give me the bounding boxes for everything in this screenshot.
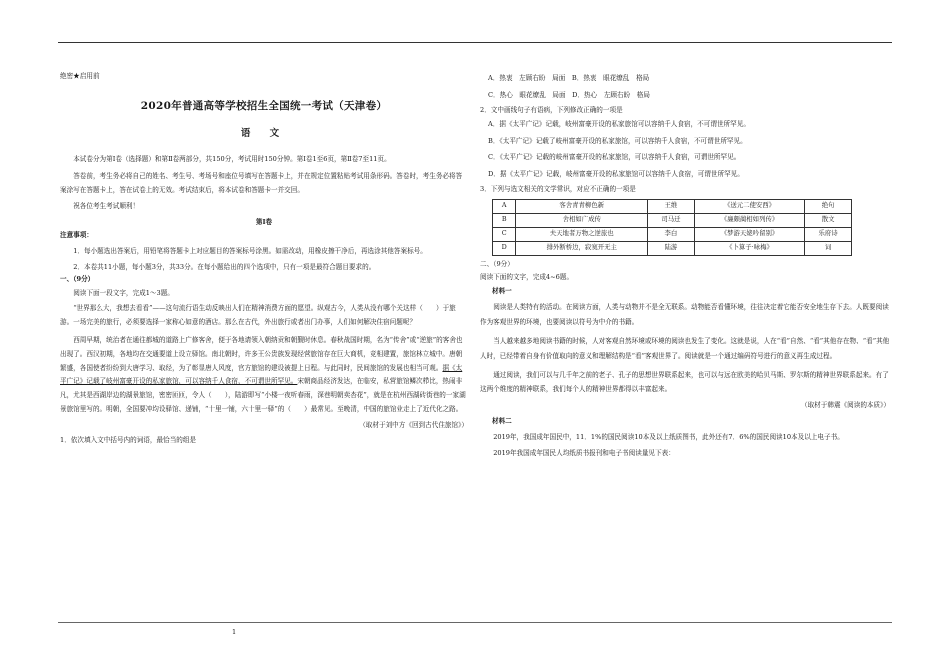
q1-option-row-cd: C．热心 眼花缭乱 局面 D．热心 左顾右盼 格局: [488, 91, 650, 100]
top-rule: [58, 42, 892, 43]
bottom-rule: [58, 622, 892, 623]
table-cell: 王维: [648, 199, 695, 213]
volume-title: 第Ⅰ卷: [255, 217, 273, 226]
q2-option-c: C．《太平广记》记载的岐州富豪开设的私家旅馆，可以容纳千人食宿，可谓世所罕见。: [488, 153, 741, 162]
exam-title: 2020年普通高等学校招生全国统一考试（天津卷）: [140, 99, 388, 112]
question-1-stem: 1．依次填入文中括号内的词语，最恰当的组是: [60, 436, 197, 445]
table-cell: 《卜算子·咏梅》: [694, 241, 804, 255]
table-row: [493, 241, 852, 255]
intro-paragraph-2: 答卷前，考生务必将自己的姓名、考生号、考场号和座位号填写在答题卡上，并在规定位置粘贴考试用条形码。答卷时，考生务必将答案涂写在答题卡上，答在试卷上的无效。考试结束后，将本试卷和答题卡一并交回。: [60, 172, 463, 195]
table-cell: 排外断桥边，寂寞开无主: [516, 241, 648, 255]
intro-paragraph-3: 祝各位考生考试顺利！: [73, 202, 140, 211]
table-cell: 绝句: [805, 199, 852, 213]
subject-title: 语 文: [240, 127, 288, 139]
material-1-title: 材料一: [492, 286, 512, 295]
table-cell: 《送元二使安西》: [694, 199, 804, 213]
section-2-heading: 二、（9分）: [480, 259, 514, 268]
right-column: [480, 70, 890, 459]
passage-source: （取材于刘中方《回到古代住旅馆》）: [359, 420, 468, 429]
q2-option-a: A．据《太平广记》记载，岐州富豪开设的私家旅馆可以容纳千人食宿，不可谓世所罕见。: [488, 119, 750, 128]
table-cell: A: [493, 199, 516, 213]
table-cell: 《廉颇蔺相如列传》: [694, 213, 804, 227]
material-1-paragraph-3: 通过阅读，我们可以与几千年之前的老子、孔子的思想世界联系起来，也可以与远在欧美的哈贝马斯、罗尔斯的精神世界联系起来。有了这两个维度的精神联系，我们每个人的精神世界都得以丰富起来。: [480, 370, 889, 394]
table-cell: 客舍青青柳色新: [516, 199, 648, 213]
table-row: [493, 213, 852, 227]
note-2: 2．本卷共11小题，每小题3分，共33分。在每小题给出的四个选项中，只有一项是最符合题目要求的。: [73, 262, 376, 271]
note-1: 1．每小题选出答案后，用铅笔将答题卡上对应题目的答案标号涂黑。如需改动，用橡皮擦干净后，再选涂其他答案标号。: [73, 246, 427, 255]
material-2-paragraph-1: 2019年，我国成年国民中，11．1%的国民阅读10本及以上纸质图书，此外还有7．6%的国民阅读10本及以上电子书。: [493, 433, 844, 442]
passage-paragraph-2-end: 宋朝商品经济发达，在临安，私营旅馆鳞次栉比，热闹非凡，尤其是西湖岸边的湖景旅馆，密密匝匝，令人（ ），陆游即写“小楼一夜听春雨，深巷明朝卖杏花”，就是在杭州西湖砖街巷的一家湖景旅馆里写的。明朝，全国要冲均设驿馆、递铺，“十里一铺，六十里一驿”的（ ）最常见。至晚清，中国的旅馆业走上了近代化之路。: [60, 377, 466, 414]
underlined-sentence: 据《太平广记》记载了岐州富豪开设的私家旅馆，可以容纳千人食宿，不可谓世所罕见。: [60, 363, 463, 386]
passage-paragraph-1: “世界那么大，我想去看看”——这句流行语生动反映出人们在精神消费方面的愿望。纵观古今，人类从没有哪个关这样（ ）于旅游。一场完美的旅行，必须要选择一家称心如意的酒店。那么在古代，外出旅行或者出门办事，人们如何解决住宿问题呢？: [60, 304, 456, 327]
intro-paragraph-1: 本试卷分为第Ⅰ卷（选择题）和第Ⅱ卷两部分，共150分，考试用时150分钟。第Ⅰ卷1至6页，第Ⅱ卷7至11页。: [73, 154, 391, 163]
question-3-stem: 3．下列与选文相关的文学常识，对应不正确的一项是: [480, 185, 636, 194]
section-1-prompt: 阅读下面一段文字，完成1～3题。: [73, 288, 174, 297]
table-cell: 词: [805, 241, 852, 255]
literary-knowledge-table: [492, 199, 852, 256]
table-cell: 司马迁: [648, 213, 695, 227]
table-cell: 《梦游天姥吟留别》: [694, 227, 804, 241]
passage-paragraph-2-start: 西周早期，统治者在通往都城的道路上广修客舍，便于各地请领入朝纳贡和朝觐时休息。春秋战国时期，名为“传舍”或“逆旅”的客舍也出现了。西汉初期，各地均在交通要道上设立驿馆。南北朝时，许多王公贵族发现经营旅馆存在巨大商机，竞相建置，旅馆林立城中。唐朝繁盛，各国使者纷纷到大唐学习、取经，为了彰显唐人风度，官方旅馆的建设被提上日程。与此同时，民间旅馆的发展也相当可观。: [60, 335, 463, 372]
table-row: [493, 227, 852, 241]
table-cell: D: [493, 241, 516, 255]
table-cell: 舍相如广成传: [516, 213, 648, 227]
table-row: [493, 199, 852, 213]
page-number: 1: [232, 628, 237, 636]
table-cell: C: [493, 227, 516, 241]
table-cell: 李白: [648, 227, 695, 241]
left-column: [60, 70, 468, 446]
table-cell: B: [493, 213, 516, 227]
table-cell: 散文: [805, 213, 852, 227]
table-cell: 夫天地者万物之逆旅也: [516, 227, 648, 241]
passage-paragraph-2: [60, 334, 468, 417]
q2-option-d: D．据《太平广记》记载，岐州富豪开设的私家旅馆可以容纳千人食宿，可谓世所罕见。: [488, 170, 744, 179]
material-1-paragraph-1: 阅读是人类特有的活动。在阅读方面，人类与动物并不是全无联系。动物能否看懂环境，往往决定着它能否安全地生存下去。人既要阅读作为客观世界的环境，也要阅读以符号为中介的书籍。: [480, 303, 889, 327]
secret-mark: 绝密★启用前: [60, 72, 100, 80]
material-1-source: （取材于韩震《阅读的本质》）: [800, 401, 890, 410]
material-1-paragraph-2: 当人越来越多地阅读书籍的时候，人对客观自然环境或环境的阅读也发生了变化。这就是说，人在“看”自然、“看”其他存在物、“看”其他人时，已经带着自身有价值取向的意义和理解结构是“看”客观世界了。阅读就是一个通过编码符号进行的意义再生成过程。: [480, 336, 890, 360]
q1-option-row-ab: A．热衷 左顾右盼 局面 B．热衷 眼花缭乱 格局: [488, 74, 650, 82]
material-2-paragraph-2: 2019年我国成年国民人均纸质书报刊和电子书阅读量见下表：: [493, 449, 675, 458]
question-2-stem: 2．文中画线句子有语病，下列修改正确的一项是: [480, 106, 623, 115]
material-2-title: 材料二: [492, 416, 512, 425]
q2-option-b: B．《太平广记》记载了岐州富豪开设的私家旅馆，可以容纳千人食宿，不可谓世所罕见。: [488, 136, 747, 145]
table-cell: 陆游: [648, 241, 695, 255]
section-2-prompt: 阅读下面的文字，完成4~6题。: [480, 273, 574, 282]
table-cell: 乐府诗: [805, 227, 852, 241]
section-1-heading: 一、（9分）: [60, 275, 95, 284]
notes-title: 注意事项：: [60, 231, 93, 240]
